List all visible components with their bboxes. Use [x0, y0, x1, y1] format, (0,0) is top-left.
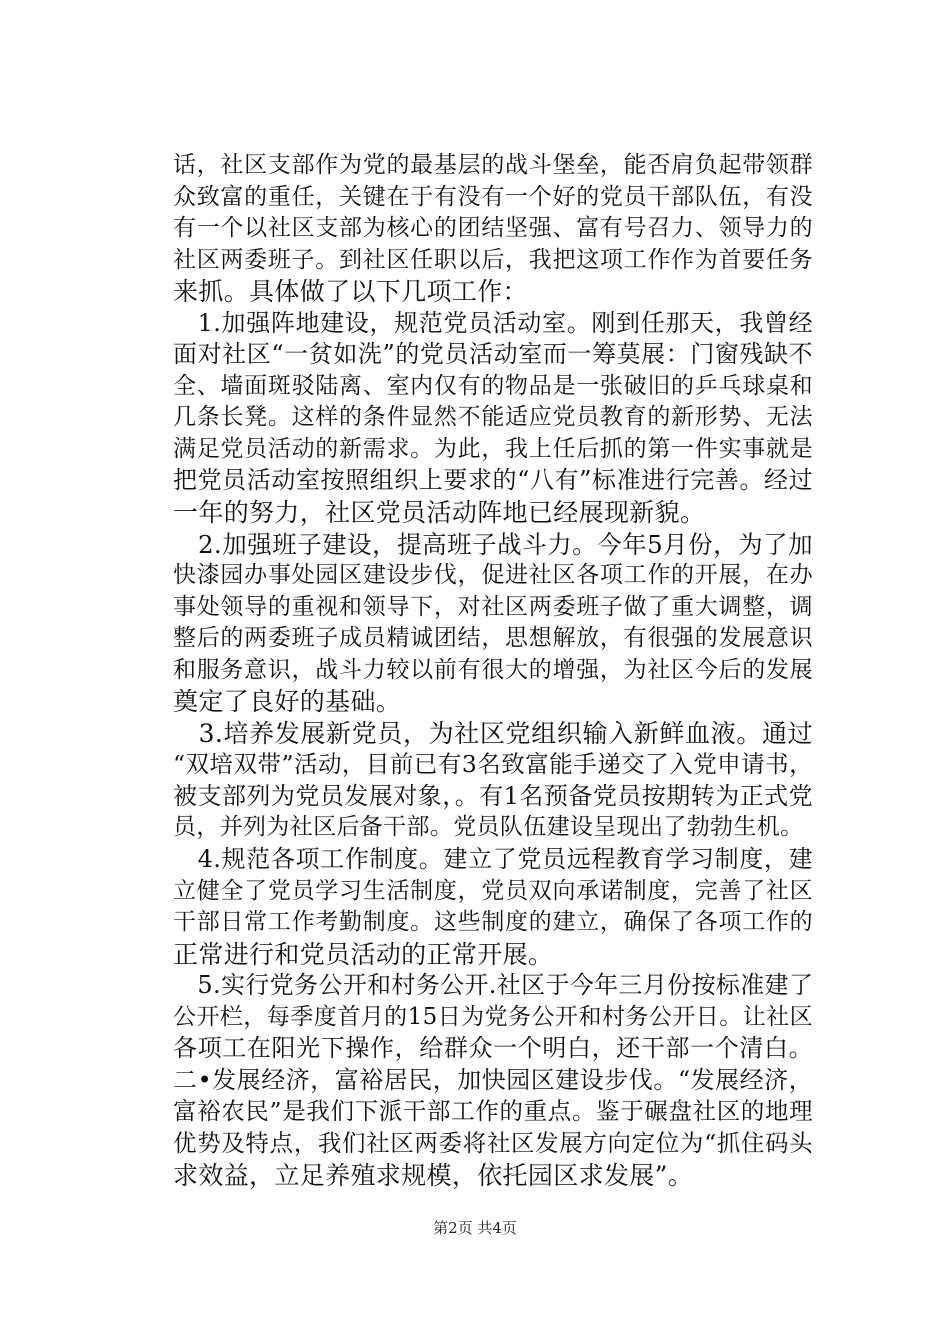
text-line: 事处领导的重视和领导下，对社区两委班子做了重大调整，调	[173, 593, 813, 620]
text-line: 干部日常工作考勤制度。这些制度的建立，确保了各项工作的	[173, 909, 813, 936]
text-line: 整后的两委班子成员精诚团结，思想解放，有很强的发展意识	[173, 625, 813, 652]
text-line: 4.规范各项工作制度。建立了党员远程教育学习制度，建	[173, 845, 813, 874]
text-line: 有一个以社区支部为核心的团结坚强、富有号召力、领导力的	[173, 215, 813, 242]
text-line: 公开栏，每季度首月的15日为党务公开和村务公开日。让社区	[173, 1003, 813, 1030]
text-line: 被支部列为党员发展对象，。有1名预备党员按期转为正式党	[173, 781, 813, 810]
text-line: 社区两委班子。到社区任职以后，我把这项工作作为首要任务	[173, 246, 813, 273]
text-line: 2.加强班子建设，提高班子战斗力。今年5月份，为了加	[173, 529, 813, 559]
text-line: 各项工在阳光下操作，给群众一个明白，还干部一个清白。	[173, 1034, 813, 1063]
text-line: 众致富的重任，关键在于有没有一个好的党员干部队伍，有没	[173, 183, 813, 210]
text-line: 快漆园办事处园区建设步伐，促进社区各项工作的开展，在办	[173, 562, 813, 589]
text-line: 员，并列为社区后备干部。党员队伍建设呈现出了勃勃生机。	[173, 814, 804, 841]
text-line: “双培双带”活动，目前已有3名致富能手递交了入党申请书，	[173, 750, 813, 779]
text-line: 几条长凳。这样的条件显然不能适应党员教育的新形势、无法	[173, 404, 813, 431]
text-line: 奠定了良好的基础。	[173, 687, 402, 717]
text-line: 话，社区支部作为党的最基层的战斗堡垒，能否肩负起带领群	[173, 152, 813, 178]
page-footer: 第2页 共4页	[433, 1219, 517, 1237]
text-line: 把党员活动室按照组织上要求的“八有”标准进行完善。经过	[173, 466, 813, 495]
text-line: 优势及特点，我们社区两委将社区发展方向定位为“抓住码头	[173, 1128, 813, 1157]
text-line: 5.实行党务公开和村务公开.社区于今年三月份按标准建了	[173, 971, 814, 1000]
text-line: 3.培养发展新党员，为社区党组织输入新鲜血液。通过	[173, 718, 813, 748]
text-line: 一年的努力，社区党员活动阵地已经展现新貌。	[173, 498, 706, 528]
text-line: 来抓。具体做了以下几项工作：	[173, 277, 528, 307]
text-line: 1.加强阵地建设，规范党员活动室。刚到任那天，我曾经	[173, 308, 813, 337]
text-line: 全、墙面斑驳陆离、室内仅有的物品是一张破旧的乒乓球桌和	[173, 372, 813, 399]
text-line: 富裕农民”是我们下派干部工作的重点。鉴于碾盘社区的地理	[173, 1097, 813, 1126]
text-line: 二•发展经济，富裕居民，加快园区建设步伐。“发展经济，	[173, 1065, 813, 1094]
text-line: 正常进行和党员活动的正常开展。	[173, 939, 554, 969]
text-line: 满足党员活动的新需求。为此，我上任后抓的第一件实事就是	[173, 435, 813, 462]
text-line: 和服务意识，战斗力较以前有很大的增强，为社区今后的发展	[173, 656, 813, 683]
text-line: 立健全了党员学习生活制度，党员双向承诺制度，完善了社区	[173, 877, 813, 904]
text-line: 求效益，立足养殖求规模，依托园区求发展”。	[173, 1160, 694, 1190]
body-text	[173, 150, 813, 1191]
text-line: 面对社区“一贫如洗”的党员活动室而一筹莫展：门窗残缺不	[173, 340, 813, 369]
